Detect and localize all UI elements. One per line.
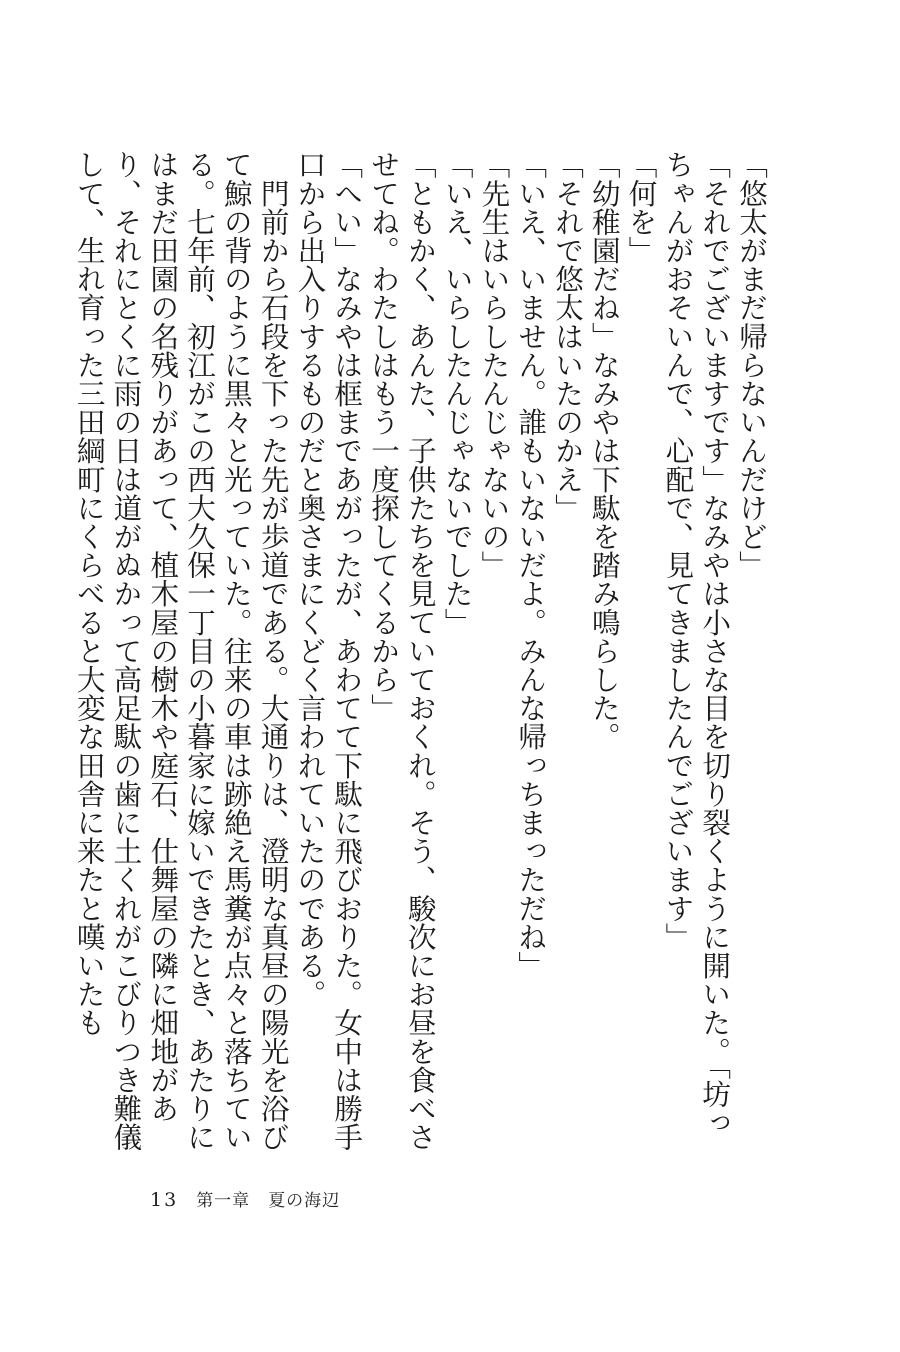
paragraph: 「先生はいらしたんじゃないの」: [477, 150, 512, 579]
page-number: 13: [150, 1189, 179, 1211]
paragraph: 「それでございますです」なみやは小さな目を切り裂くように開いた。「坊っちゃんがおそいんで、心配で、見てきましたんでございます」: [661, 150, 733, 1137]
page-footer: [150, 1186, 340, 1216]
paragraph: 「いえ、いません。誰もいないだよ。みんな帰っちまっただね」: [514, 150, 549, 980]
vertical-text-block: [72, 150, 770, 1160]
section-title: 夏の海辺: [268, 1191, 341, 1211]
paragraph: 門前から石段を下った先が歩道である。大通りは、澄明な真昼の陽光を浴びて鯨の背のように黒々と光っていた。往来の車は跡絶え馬糞が点々と落ちている。七年前、初江がこの西大久保一丁目の小暮家に嫁いできたとき、あたりにはまだ田園の名残りがあって、植木屋の樹木や庭石、仕舞屋の隣に畑地があり、それにとくに雨の日は道がぬかって高足駄の歯に土くれがこびりつき難儀して、生れ育った三田綱町にくらべると大変な田舎に来たと嘆いたも: [72, 150, 291, 1151]
paragraph: 「何を」: [624, 150, 659, 265]
paragraph: 「幼稚園だね」なみやは下駄を踏み鳴らした。: [587, 150, 622, 751]
paragraph: 「いえ、いらしたんじゃないでした」: [440, 150, 475, 637]
paragraph: 「悠太がまだ帰らないんだけど」: [735, 150, 769, 579]
paragraph: 「それで悠太はいたのかえ」: [551, 150, 586, 522]
paragraph: 「ともかく、あんた、子供たちを見ていておくれ。そう、駿次にお昼を食べさせてね。わたしはもう一度探してくるから」: [367, 150, 438, 1151]
chapter-title: 第一章: [196, 1191, 251, 1211]
paragraph: 「へい」なみやは框まであがったが、あわてて下駄に飛びおりた。女中は勝手口から出入りするものだと奥さまにくどく言われていたのである。: [293, 150, 365, 1151]
